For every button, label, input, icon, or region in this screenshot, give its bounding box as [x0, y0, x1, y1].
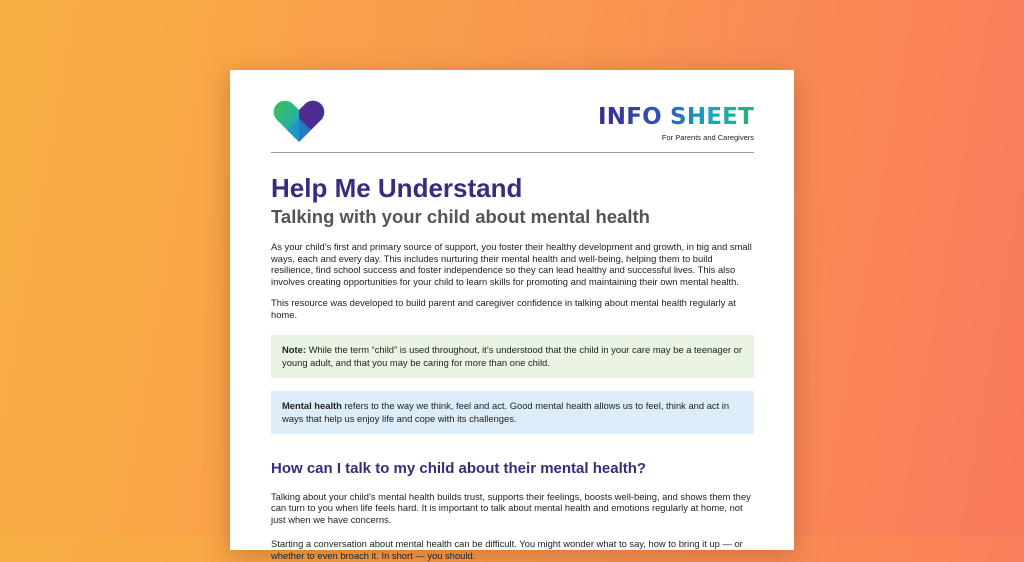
intro-paragraph: As your child’s first and primary source of support, you foster their healthy development and growth, in big and small ways, each and every day. This includes nurturing their mental health and well-being, helping them to build resilience, find school success and foster independence so they can lead healthy and successful lives. This also involves creating opportunities for your child to learn skills for promoting and maintaining their own mental health.: [271, 241, 752, 287]
document-subtitle: Talking with your child about mental health: [271, 206, 650, 227]
resource-paragraph: This resource was developed to build parent and caregiver confidence in talking about mental health regularly at home.: [271, 297, 736, 320]
info-sheet-page: [230, 70, 794, 561]
brand-title: INFO SHEET: [597, 104, 754, 130]
note-text: While the term “child” is used throughout, it’s understood that the child in your care may be a teenager or young adult, and that you may be caring for more than one child.: [282, 343, 742, 368]
note-label: Note:: [282, 343, 306, 355]
document-title: Help Me Understand: [271, 173, 523, 203]
definition-label: Mental health: [282, 399, 342, 411]
note-box: [271, 335, 754, 378]
header-divider: [271, 152, 754, 153]
sheet-header: [271, 96, 754, 152]
definition-box: [271, 391, 754, 434]
section-paragraph: Talking about your child’s mental health builds trust, supports their feelings, boosts well-being, and shows them they can turn to you when life feels hard. It is important to talk about mental health and emotions regularly at home, not just when we have concerns.: [271, 490, 751, 525]
brand-block: [598, 104, 754, 142]
heart-logo-icon: [271, 96, 327, 144]
section-heading: How can I talk to my child about their mental health?: [271, 459, 647, 477]
definition-text: refers to the way we think, feel and act. Good mental health allows us to feel, think and act in ways that help us enjoy life and cope with its challenges.: [282, 399, 730, 424]
section-paragraph: Starting a conversation about mental health can be difficult. You might wonder what to say, how to bring it up — or whether to even broach it. In short — you should.: [271, 538, 743, 561]
brand-subtitle: For Parents and Caregivers: [661, 133, 754, 142]
